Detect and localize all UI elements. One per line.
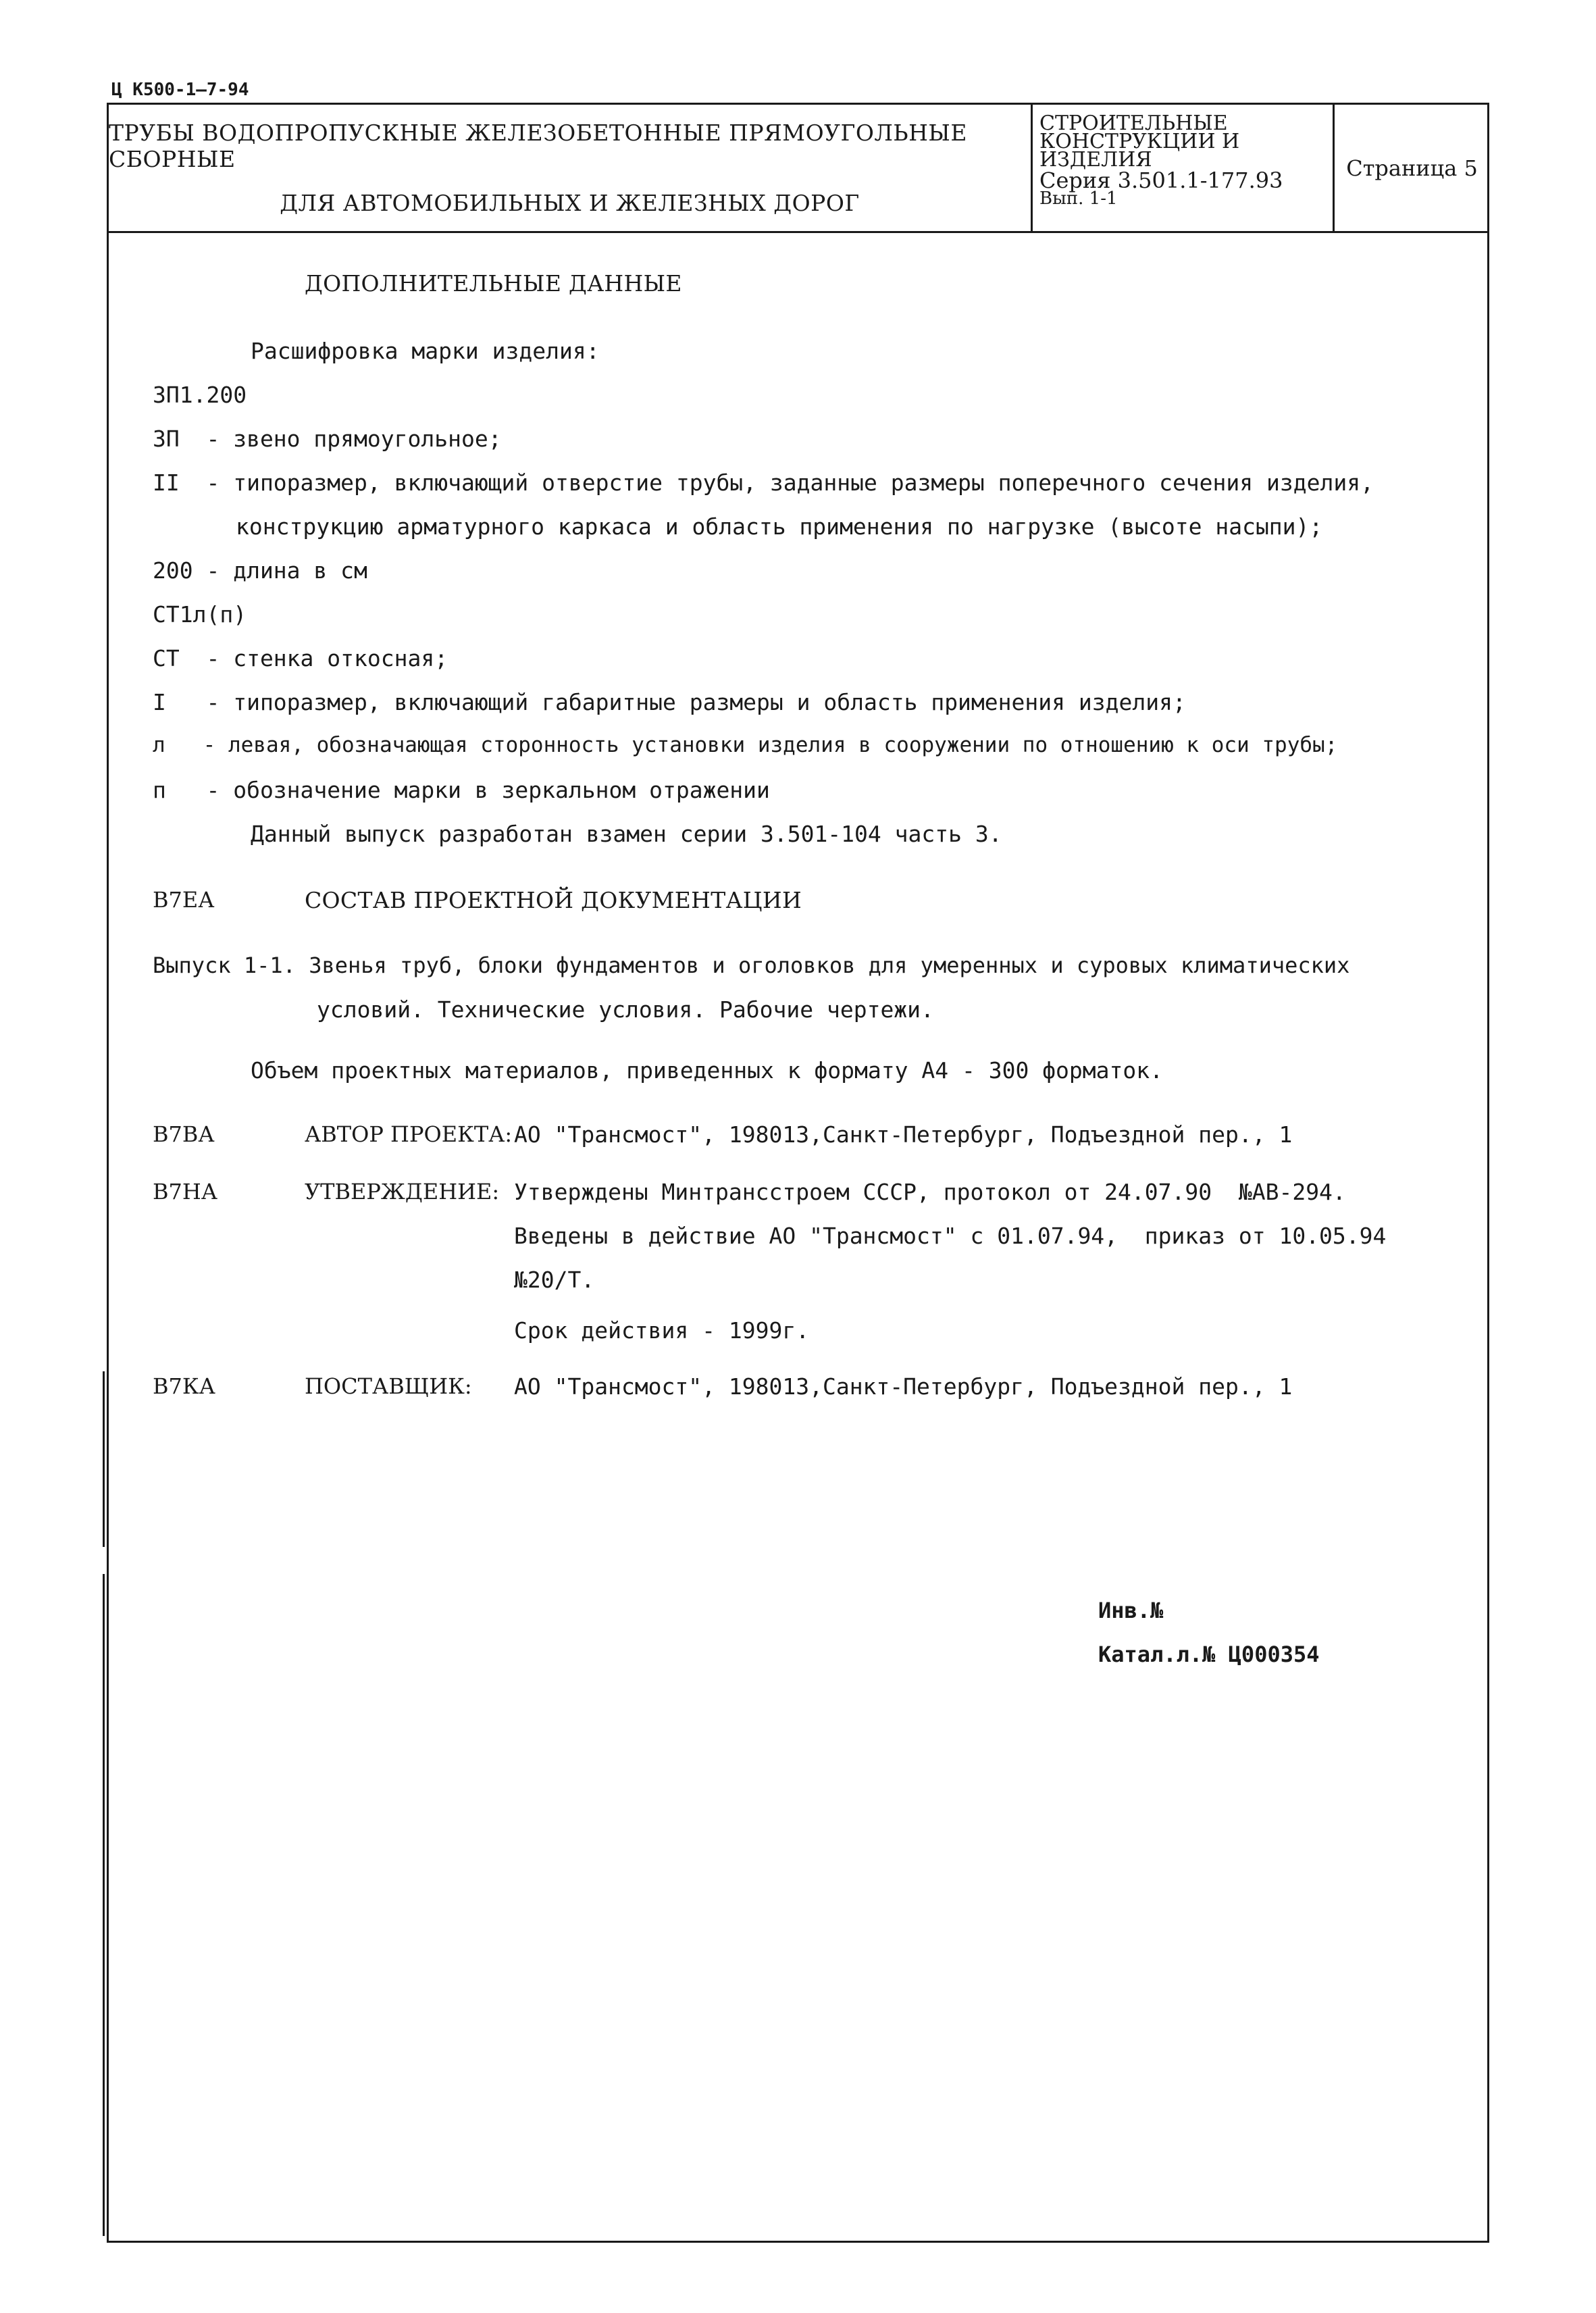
author-label: АВТОР ПРОЕКТА: — [305, 1121, 513, 1147]
composition-issue-line-2: условий. Технические условия. Рабочие чертежи. — [317, 996, 934, 1023]
issue-number: Вып. 1-1 — [1039, 188, 1118, 209]
composition-issue-line-1: Выпуск 1-1. Звенья труб, блоки фундаментов и оголовков для умеренных и суровых климатических — [153, 952, 1350, 978]
page-frame — [107, 103, 1489, 2243]
supplier-value: АО "Трансмост", 198013,Санкт-Петербург, Подъездной пер., 1 — [514, 1373, 1293, 1400]
category-line-3: ИЗДЕЛИЯ — [1039, 148, 1152, 172]
mark-zp: ЗП1.200 — [153, 382, 247, 408]
title-block-series — [1033, 105, 1335, 231]
decode-length: 200 - длина в см — [153, 557, 367, 584]
page-number: Страница 5 — [1346, 155, 1478, 181]
series-number: Серия 3.501.1-177.93 — [1039, 168, 1283, 193]
author-value: АО "Трансмост", 198013,Санкт-Петербург, Подъездной пер., 1 — [514, 1121, 1293, 1148]
decode-i: I - типоразмер, включающий габаритные размеры и область применения изделия; — [153, 689, 1186, 715]
approval-line-2: Введены в действие АО "Трансмост" с 01.07.94, приказ от 10.05.94 — [514, 1223, 1387, 1249]
supplier-label: ПОСТАВЩИК: — [305, 1373, 472, 1399]
composition-code: В7ЕА — [153, 887, 215, 913]
title-line-1: ТРУБЫ ВОДОПРОПУСКНЫЕ ЖЕЛЕЗОБЕТОННЫЕ ПРЯМОУГОЛЬНЫЕ СБОРНЫЕ — [109, 120, 967, 172]
mark-st: СТ1л(п) — [153, 601, 247, 628]
left-margin-mark-top — [103, 1371, 105, 1547]
approval-line-3: №20/Т. — [514, 1267, 595, 1293]
catalog-sheet-number: Катал.л.№ Ц000354 — [1098, 1642, 1320, 1667]
author-code: В7ВА — [153, 1121, 215, 1147]
additional-data-heading: ДОПОЛНИТЕЛЬНЫЕ ДАННЫЕ — [305, 270, 682, 297]
decode-p: п - обозначение марки в зеркальном отражении — [153, 777, 770, 803]
composition-heading: СОСТАВ ПРОЕКТНОЙ ДОКУМЕНТАЦИИ — [305, 887, 802, 913]
supplier-code: В7КА — [153, 1373, 215, 1399]
title-line-2: ДЛЯ АВТОМОБИЛЬНЫХ И ЖЕЛЕЗНЫХ ДОРОГ — [280, 190, 860, 216]
document-code: Ц К500-1—7-94 — [111, 80, 249, 100]
replacement-note: Данный выпуск разработан взамен серии 3.501-104 часть 3. — [251, 821, 1002, 847]
title-block — [109, 105, 1487, 233]
decode-st: СТ - стенка откосная; — [153, 645, 448, 671]
left-margin-mark-bottom — [103, 1574, 105, 2236]
decode-ii-line-2: конструкцию арматурного каркаса и область применения по нагрузке (высоте насыпи); — [236, 513, 1323, 540]
title-block-name — [109, 105, 1033, 231]
approval-line-1: Утверждены Минтрансстроем СССР, протокол от 24.07.90 №АВ-294. — [514, 1179, 1346, 1205]
category-line-2: КОНСТРУКЦИИ И — [1039, 130, 1240, 153]
composition-volume: Объем проектных материалов, приведенных к формату А4 - 300 форматок. — [251, 1057, 1164, 1084]
decode-ii-line-1: II - типоразмер, включающий отверстие трубы, заданные размеры поперечного сечения изделия, — [153, 469, 1374, 496]
decode-l: л - левая, обозначающая сторонность установки изделия в сооружении по отношению к оси трубы; — [153, 733, 1338, 757]
decode-title: Расшифровка марки изделия: — [251, 338, 600, 364]
decode-zp: ЗП - звено прямоугольное; — [153, 426, 502, 452]
approval-line-4: Срок действия - 1999г. — [514, 1317, 810, 1344]
category-line-1: СТРОИТЕЛЬНЫЕ — [1039, 111, 1228, 135]
approval-label: УТВЕРЖДЕНИЕ: — [305, 1179, 500, 1204]
approval-code: В7НА — [153, 1179, 218, 1204]
inventory-number: Инв.№ — [1098, 1598, 1164, 1623]
